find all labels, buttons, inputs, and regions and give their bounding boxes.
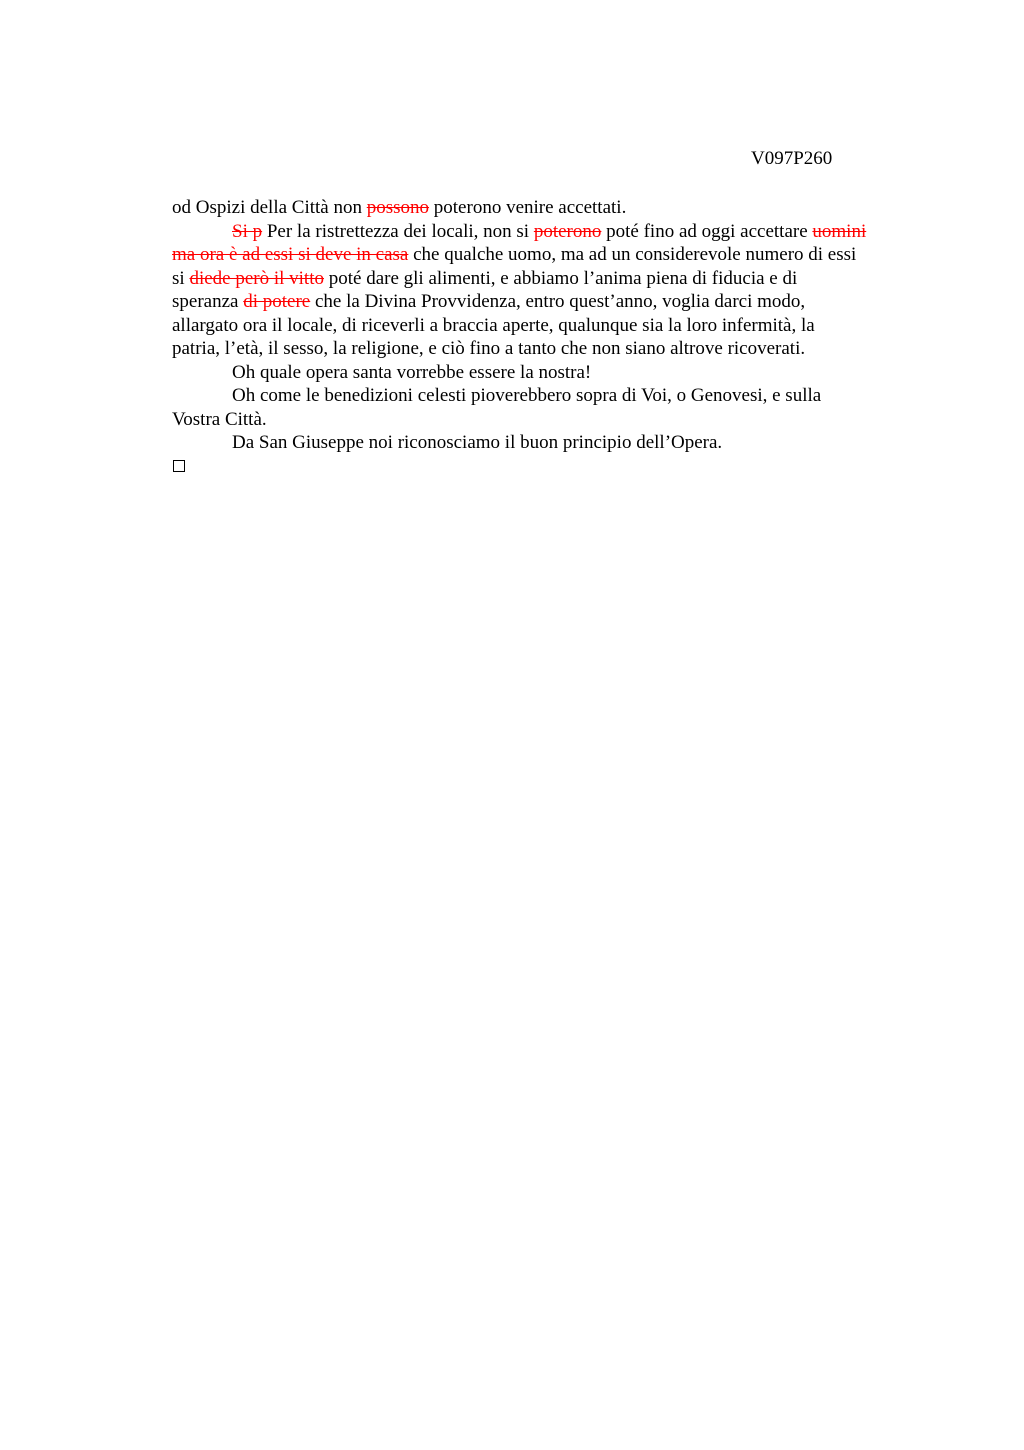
text: Vostra Città. bbox=[172, 408, 267, 430]
text: speranza bbox=[172, 291, 244, 312]
paragraph-5: Da San Giuseppe noi riconosciamo il buon principio dell’Opera. bbox=[232, 432, 723, 453]
text: poté fino ad oggi accettare bbox=[601, 220, 813, 242]
text: che la Divina Provvidenza, entro quest’anno, voglia darci modo, bbox=[310, 291, 806, 312]
empty-square-icon bbox=[173, 460, 185, 472]
page-identifier: V097P260 bbox=[751, 148, 833, 169]
text: Per la ristrettezza dei locali, non si bbox=[262, 220, 534, 242]
deleted-text: di potere bbox=[243, 291, 311, 312]
deleted-text: diede però il vitto bbox=[189, 267, 324, 289]
deleted-text: ma ora è ad essi si deve in casa bbox=[172, 244, 409, 265]
paragraph-1 bbox=[172, 196, 924, 220]
paragraph-4 bbox=[172, 384, 924, 431]
deleted-text: poterono bbox=[533, 220, 602, 242]
text: allargato ora il locale, di riceverli a braccia aperte, qualunque sia la loro infermità, la bbox=[172, 314, 815, 336]
text: poté dare gli alimenti, e abbiamo l’anima piena di fiducia e di bbox=[324, 267, 798, 289]
deleted-text: possono bbox=[366, 197, 430, 218]
text: patria, l’età, il sesso, la religione, e ciò fino a tanto che non siano altrove ricoverati. bbox=[172, 338, 806, 359]
paragraph-2 bbox=[172, 220, 924, 361]
text: poterono venire accettati. bbox=[429, 197, 627, 218]
document-body bbox=[172, 196, 924, 455]
paragraph-3: Oh quale opera santa vorrebbe essere la nostra! bbox=[232, 361, 592, 383]
text: che qualche uomo, ma ad un considerevole numero di essi bbox=[408, 244, 857, 265]
deleted-text: uomini bbox=[812, 220, 867, 242]
text: si bbox=[172, 267, 190, 289]
deleted-text: Si p bbox=[232, 220, 263, 242]
text: od Ospizi della Città non bbox=[172, 197, 367, 218]
text: Oh come le benedizioni celesti pioverebbero sopra di Voi, o Genovesi, e sulla bbox=[232, 385, 822, 406]
